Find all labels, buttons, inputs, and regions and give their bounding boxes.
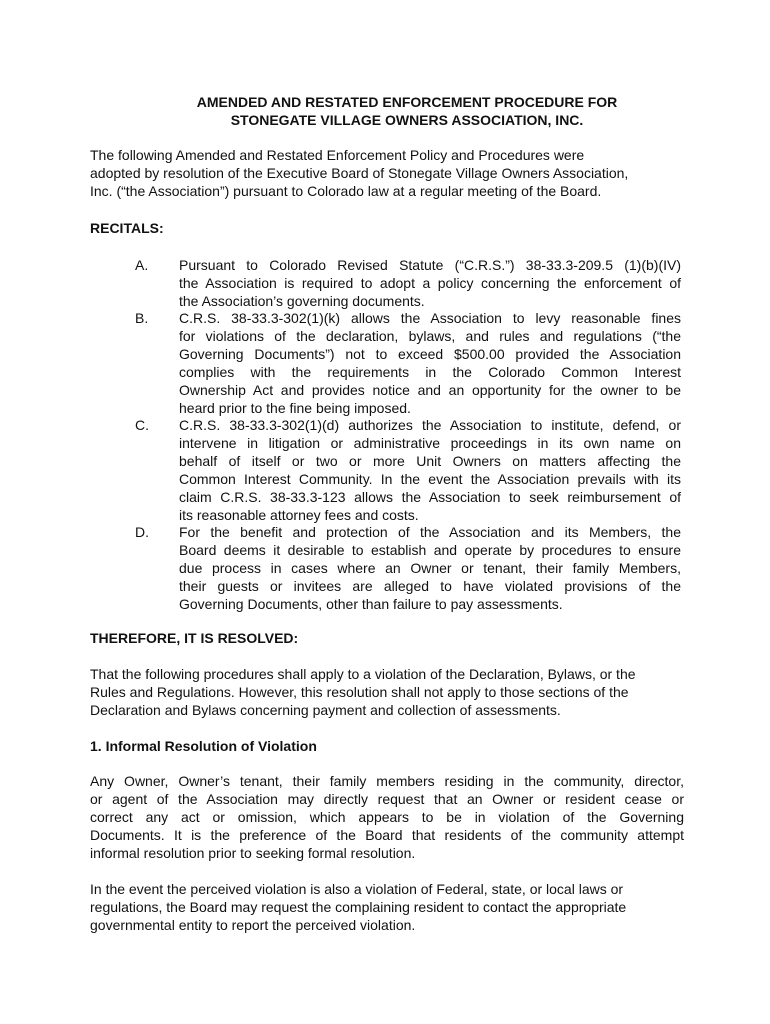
intro-line: Inc. (“the Association”) pursuant to Colorado law at a regular meeting of the Board. <box>90 183 602 199</box>
recital-line: the Association is required to adopt a policy concerning the enforcement of <box>179 275 681 291</box>
intro-line: The following Amended and Restated Enforcement Policy and Procedures were <box>90 147 585 163</box>
section-1-line: informal resolution prior to seeking formal resolution. <box>90 845 416 861</box>
recital-line: Common Interest Community. In the event the Association prevails with its <box>179 471 681 487</box>
section-1-line: governmental entity to report the perceived violation. <box>90 917 416 933</box>
recital-line: the Association’s governing documents. <box>179 293 425 309</box>
resolved-paragraph <box>90 665 684 719</box>
resolved-line: Declaration and Bylaws concerning payment and collection of assessments. <box>90 702 561 718</box>
recital-letter: B. <box>135 310 149 326</box>
section-1-line: regulations, the Board may request the complaining resident to contact the appropriate <box>90 899 627 915</box>
recital-line: claim C.R.S. 38-33.3-123 allows the Association to seek reimbursement of <box>179 489 681 505</box>
recital-line: Board deems it desirable to establish and operate by procedures to ensure <box>179 542 681 558</box>
resolved-line: That the following procedures shall apply to a violation of the Declaration, Bylaws, or the <box>90 666 636 682</box>
recital-line: their guests or invitees are alleged to have violated provisions of the <box>179 578 681 594</box>
recital-line: Governing Documents”) not to exceed $500.00 provided the Association <box>179 346 681 362</box>
intro-paragraph <box>90 146 684 200</box>
recital-line: its reasonable attorney fees and costs. <box>179 507 419 523</box>
recital-line: Governing Documents, other than failure to pay assessments. <box>179 596 563 612</box>
recital-letter: D. <box>135 524 149 540</box>
section-1-heading: 1. Informal Resolution of Violation <box>90 738 317 754</box>
recital-line: C.R.S. 38-33.3-302(1)(k) allows the Association to levy reasonable fines <box>179 310 681 326</box>
title-line-2: STONEGATE VILLAGE OWNERS ASSOCIATION, INC. <box>230 112 584 128</box>
recital-text <box>179 309 681 417</box>
recital-line: for violations of the declaration, bylaws, and rules and regulations (“the <box>179 328 681 344</box>
recital-line: C.R.S. 38-33.3-302(1)(d) authorizes the Association to institute, defend, or <box>179 417 681 433</box>
recital-line: behalf of itself or two or more Unit Owners on matters affecting the <box>179 453 681 469</box>
section-1-line: or agent of the Association may directly request that an Owner or resident cease or <box>90 791 684 807</box>
recital-line: Ownership Act and provides notice and an opportunity for the owner to be <box>179 382 681 398</box>
section-1-line: Documents. It is the preference of the Board that residents of the community attempt <box>90 827 684 843</box>
recital-line: heard prior to the fine being imposed. <box>179 400 411 416</box>
section-1-line: Any Owner, Owner’s tenant, their family members residing in the community, director, <box>90 773 684 789</box>
resolved-line: Rules and Regulations. However, this resolution shall not apply to those sections of the <box>90 684 629 700</box>
recitals-heading: RECITALS: <box>90 220 164 236</box>
recital-line: due process in cases where an Owner or tenant, their family Members, <box>179 560 681 576</box>
section-1-paragraph-2 <box>90 880 684 934</box>
recital-line: Pursuant to Colorado Revised Statute (“C.R.S.”) 38-33.3-209.5 (1)(b)(IV) <box>179 257 681 273</box>
resolved-heading: THEREFORE, IT IS RESOLVED: <box>90 630 299 646</box>
intro-line: adopted by resolution of the Executive Board of Stonegate Village Owners Association, <box>90 165 629 181</box>
recital-text <box>179 523 681 613</box>
recital-letter: A. <box>135 257 149 273</box>
recital-text <box>179 256 681 310</box>
recital-text <box>179 416 681 524</box>
recital-line: complies with the requirements in the Colorado Common Interest <box>179 364 681 380</box>
recital-line: intervene in litigation or administrative proceedings in its own name on <box>179 435 681 451</box>
title-line-1: AMENDED AND RESTATED ENFORCEMENT PROCEDURE FOR <box>196 94 618 110</box>
document-title <box>90 93 724 129</box>
recital-line: For the benefit and protection of the Association and its Members, the <box>179 524 681 540</box>
section-1-line: correct any act or omission, which appears to be in violation of the Governing <box>90 809 684 825</box>
section-1-line: In the event the perceived violation is also a violation of Federal, state, or local laws or <box>90 881 624 897</box>
recital-letter: C. <box>135 417 149 433</box>
section-1-paragraph-1 <box>90 772 684 862</box>
